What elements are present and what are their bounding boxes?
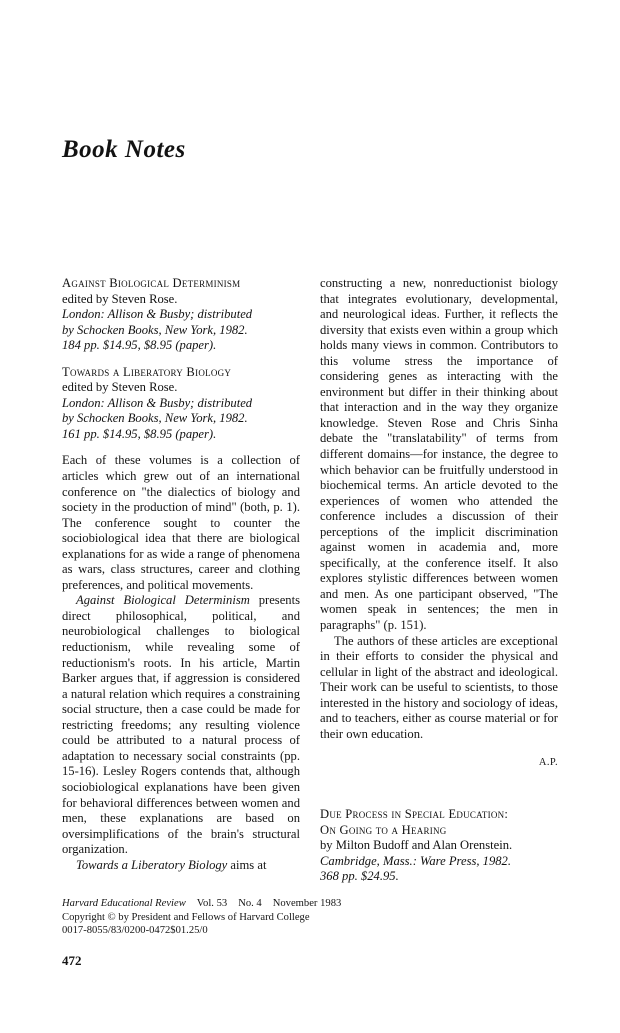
book-imprint-line: by Schocken Books, New York, 1982.: [62, 322, 248, 337]
book-imprint-line: London: Allison & Busby; distributed: [62, 395, 253, 410]
footer-copyright: Copyright © by President and Fellows of Harvard College: [62, 911, 310, 923]
review-paragraph-1: Each of these volumes is a collection of articles which grew out of an international conference on "the dialectics of biology and society in the production of mind" (both, p. 1). The conference sought to counter the sociobiological idea that there are biological explanations for as wide a range of phenomena as wars, class structures, career and clothing preferences, and political movements.: [62, 453, 300, 592]
footer-issn: 0017-8055/83/0200-0472$01.25/0: [62, 925, 208, 937]
book-entry-1: [62, 276, 300, 354]
book-imprint-line: 184 pp. $14.95, $8.95 (paper).: [62, 338, 217, 353]
book-imprint-line: 368 pp. $24.95.: [320, 869, 399, 884]
book-byline: by Milton Budoff and Alan Orenstein.: [320, 838, 513, 853]
book-title: Towards a Liberatory Biology: [62, 364, 232, 379]
book-imprint-line: by Schocken Books, New York, 1982.: [62, 411, 248, 426]
book-subtitle: On Going to a Hearing: [320, 822, 447, 837]
two-column-body: [62, 276, 558, 886]
book-imprint-line: London: Allison & Busby; distributed: [62, 307, 253, 322]
page-footer: [62, 897, 492, 938]
review-paragraph-3-text: aims at: [227, 857, 267, 872]
book-title: Due Process in Special Education:: [320, 806, 509, 821]
book-imprint-line: 161 pp. $14.95, $8.95 (paper).: [62, 426, 217, 441]
review-paragraph-2-text: presents direct philosophical, political, and neurobiological challenges to biological reductionism, while revealing some of reductionism's roots. In his article, Martin Barker argues that, if aggression is considered a natural relation which requires a constraining social structure, then a case could be made for restricting freedoms; any resulting violence could be attributed to a natural process of adaptation to necessary social constraints (pp. 15-16). Lesley Rogers contends that, although sociobiological explanations have been given for behavioral differences between women and men, these explanations are based on oversimplifications of the brain's structural organization.: [62, 593, 300, 857]
page-title: Book Notes: [62, 136, 186, 163]
page-number: 472: [62, 953, 82, 968]
book-entry-2: [62, 365, 300, 443]
book-byline: edited by Steven Rose.: [62, 291, 178, 306]
right-column: [320, 276, 558, 896]
review-paragraph-3-continued: constructing a new, nonreductionist biology that integrates evolutionary, developmental, and neurological ideas. Further, it reflects the diversity that exists even within a group which holds many views in common. Contributors to this volume stress the importance of considering genes as interacting with the environment but differ in their thinking about that interaction and in the way they organize knowledge. Steven Rose and Chris Sinha debate the "translatability" of terms from different domains—for instance, the degree to which behavior can be fruitfully understood in biochemical terms. An article devoted to the experiences of women who attended the conference includes a discussion of their perceptions of the implicit discrimination against women in academia and, more specifically, at the conference itself. It also explores stylistic differences between women and men. As one participant observed, "The women speak in sentences; the men in paragraphs" (p. 151).: [320, 276, 558, 633]
book-imprint-line: Cambridge, Mass.: Ware Press, 1982.: [320, 853, 512, 868]
review-paragraph-3: [62, 858, 300, 874]
review-paragraph-4: The authors of these articles are exceptional in their efforts to consider the physical and cellular in light of the abstract and ideological. Their work can be useful to scientists, to those interested in the history and sociology of ideas, and to teachers, either as course material or for their own education.: [320, 633, 558, 741]
review-paragraph-2: [62, 593, 300, 857]
journal-volume: Vol. 53: [196, 898, 228, 909]
left-column: [62, 276, 300, 873]
review-attribution: A.P.: [538, 757, 558, 769]
book-entry-3: [320, 807, 558, 885]
journal-date: November 1983: [272, 898, 342, 909]
book-byline: edited by Steven Rose.: [62, 380, 178, 395]
journal-name: Harvard Educational Review: [62, 898, 186, 909]
footer-journal-line: [62, 897, 492, 911]
book-title: Against Biological Determinism: [62, 276, 241, 290]
inline-book-title: Against Biological Determinism: [76, 593, 250, 608]
inline-book-title: Towards a Liberatory Biology: [76, 857, 228, 872]
journal-number: No. 4: [238, 898, 262, 909]
